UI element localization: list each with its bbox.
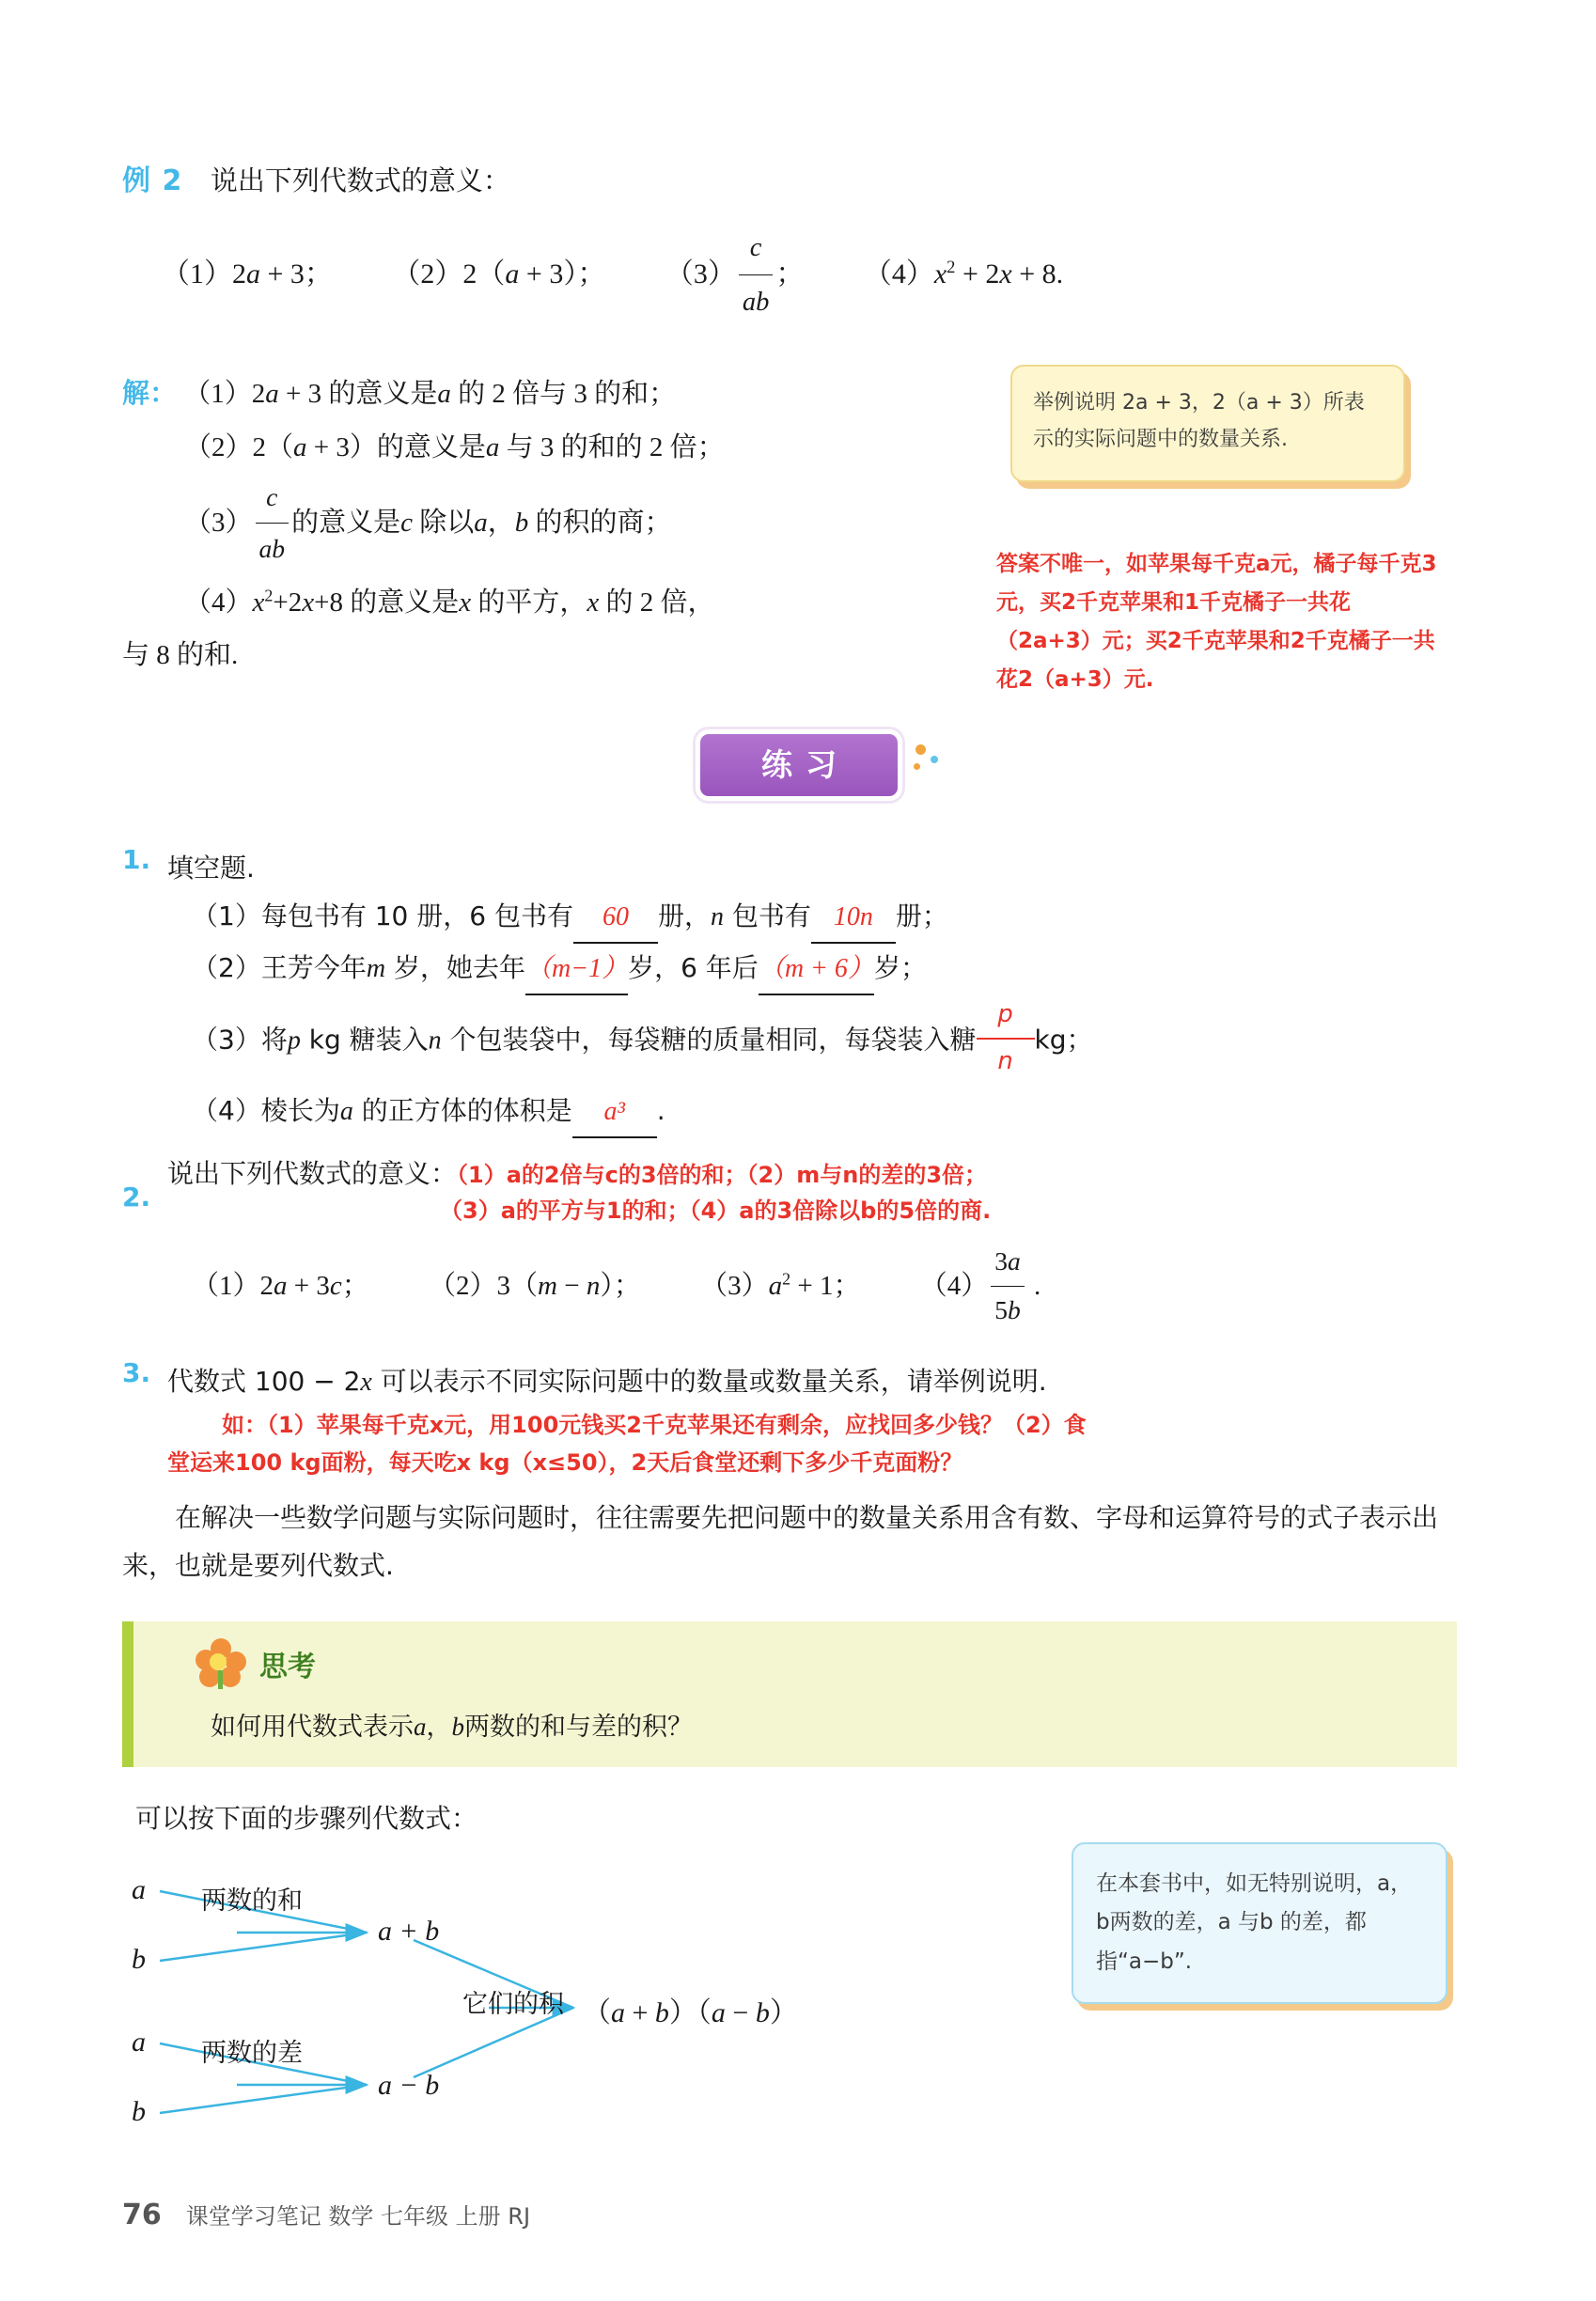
question-2-item-1: （1）2a + 3c； <box>192 1271 369 1302</box>
example-item-3: （3） $\frac{c}{ab}$ ； <box>665 258 805 290</box>
note-red: 答案不唯一，如苹果每千克a元，橘子每千克3元，买2千克苹果和1千克橘子一共花（2a+3）元；买2千克苹果和2千克橘子一共花2（a+3）元. <box>996 552 1437 692</box>
question-1-number: 1. <box>122 843 151 875</box>
example-solution <box>122 367 874 682</box>
question-2-item-4: （4） $\frac{3a}{5b}$ . <box>920 1271 1041 1301</box>
diagram-product-label: 它们的积 <box>462 1990 564 2020</box>
diagram-label-b2: b <box>132 2096 146 2128</box>
exercise-banner: 练习 <box>696 729 902 801</box>
question-2-item-3: $(3)a^2 + 1$； <box>700 1269 861 1302</box>
footer-text: 课堂学习笔记 数学 七年级 上册 RJ <box>185 2203 531 2230</box>
question-1-stem: 填空题. <box>167 852 255 884</box>
decorative-dots <box>910 743 947 780</box>
note-blue: 在本套书中，如无特别说明，a，b两数的差，a 与b 的差，都指“a−b”. <box>1072 1842 1447 2004</box>
diagram-product-result: （a + b）（a − b） <box>583 1997 798 2029</box>
note-yellow: 举例说明 2a + 3，2（a + 3）所表示的实际问题中的数量关系. <box>1010 365 1405 482</box>
diagram-sum-result: a + b <box>378 1916 440 1948</box>
think-title: 思考 <box>259 1650 316 1683</box>
example-label: 例 2 <box>122 164 183 197</box>
body-paragraph: 在解决一些数学问题与实际问题时，往往需要先把问题中的数量关系用含有数、字母和运算符号的式子表示出来，也就是要列代数式. <box>122 1502 1439 1581</box>
page-number: 76 <box>122 2199 162 2231</box>
diagram-label-a2: a <box>132 2027 146 2058</box>
question-2-answer-line-2: （3）a的平方与1的和；（4）a的3倍除以b的5倍的商. <box>440 1197 992 1224</box>
question-1-sub-1: （1）每包书有 10 册，6 包书有 60 册，n 包书有 10n 册； <box>192 892 1476 944</box>
diagram-diff-result: a − b <box>378 2070 440 2102</box>
think-header <box>196 1638 1432 1689</box>
example-items <box>162 223 1476 331</box>
think-box <box>122 1621 1457 1767</box>
question-2-stem: 说出下列代数式的意义： <box>167 1158 458 1190</box>
diagram-label-b1: b <box>132 1944 146 1976</box>
solution-line-1: 解： （1）2a + 3 的意义是a 的 2 倍与 3 的和； <box>122 377 677 409</box>
solution-line-3: （3） $\frac{c}{ab}$ 的意义是c 除以a，b 的积的商； <box>184 474 874 575</box>
think-text: 如何用代数式表示a，b两数的和与差的积？ <box>211 1712 693 1742</box>
diagram-label-a1: a <box>132 1874 146 1906</box>
steps-intro: 可以按下面的步骤列代数式： <box>135 1802 478 1834</box>
question-2-answer-line-1: （1）a的2倍与c的3倍的和；（2）m与n的差的3倍； <box>457 1162 988 1189</box>
answer-1-4: a³ <box>572 1088 657 1138</box>
question-2-stem-row <box>167 1150 1476 1198</box>
question-1-sub-4: （4）棱长为a 的正方体的体积是 a³ . <box>192 1087 1476 1138</box>
question-2-item-2: （2）3（m − n）； <box>429 1271 641 1302</box>
diagram-sum-label: 两数的和 <box>201 1886 303 1917</box>
question-3 <box>122 1357 1476 1481</box>
diagram-diff-label: 两数的差 <box>201 2039 303 2069</box>
question-3-number: 3. <box>122 1357 151 1389</box>
question-3-answer-line-1: 如：（1）苹果每千克x元，用100元钱买2千克苹果还有剩余，应找回多少钱？（2）食 <box>222 1411 1087 1438</box>
question-2-number: 2. <box>122 1182 151 1213</box>
question-3-answer-line-2: 堂运来100 kg面粉，每天吃x kg（x≤50），2天后食堂还剩下多少千克面粉？ <box>167 1448 963 1476</box>
answer-1-2b: （m + 6） <box>759 945 874 995</box>
diagram-canvas <box>132 1874 978 2137</box>
solution-line-4: $(4)x^2+2x+8$ 的意义是x 的平方，x 的 2 倍， <box>184 585 715 618</box>
answer-1-1b: 10n <box>811 893 896 944</box>
question-1 <box>122 844 1476 1139</box>
exercise-list <box>122 844 1476 1482</box>
answer-1-2a: （m−1） <box>525 945 628 995</box>
question-2-items <box>192 1240 1476 1337</box>
question-1-sub-2: （2）王芳今年m 岁，她去年（m−1）岁，6 年后（m + 6）岁； <box>192 944 1476 995</box>
solution-line-2: （2）2（a + 3）的意义是a 与 3 的和的 2 倍； <box>184 431 725 462</box>
question-1-sub-3: （3）将p kg 糖装入n 个包装袋中，每袋糖的质量相同，每袋装入糖 $\frac{p}{n}$ kg； <box>192 995 1476 1087</box>
question-3-stem: 代数式 100 − 2x 可以表示不同实际问题中的数量或数量关系，请举例说明. <box>167 1366 1047 1398</box>
question-2 <box>122 1150 1476 1337</box>
example-item-2: （2）2（a + 3）； <box>392 258 606 290</box>
answer-1-3: $\frac{p}{n}$ <box>977 993 1035 1084</box>
solution-line-5: 与 8 的和. <box>122 640 239 671</box>
answer-1-1a: 60 <box>573 893 658 944</box>
flower-icon <box>196 1638 246 1689</box>
example-title: 说出下列代数式的意义： <box>210 164 510 196</box>
example-header <box>122 160 1476 202</box>
page-footer <box>122 2198 530 2231</box>
solution-label: 解： <box>122 377 178 409</box>
example-item-4: $(4)x^2 + 2x + 8$. <box>863 258 1064 290</box>
example-item-1: （1）2a + 3； <box>162 258 333 290</box>
